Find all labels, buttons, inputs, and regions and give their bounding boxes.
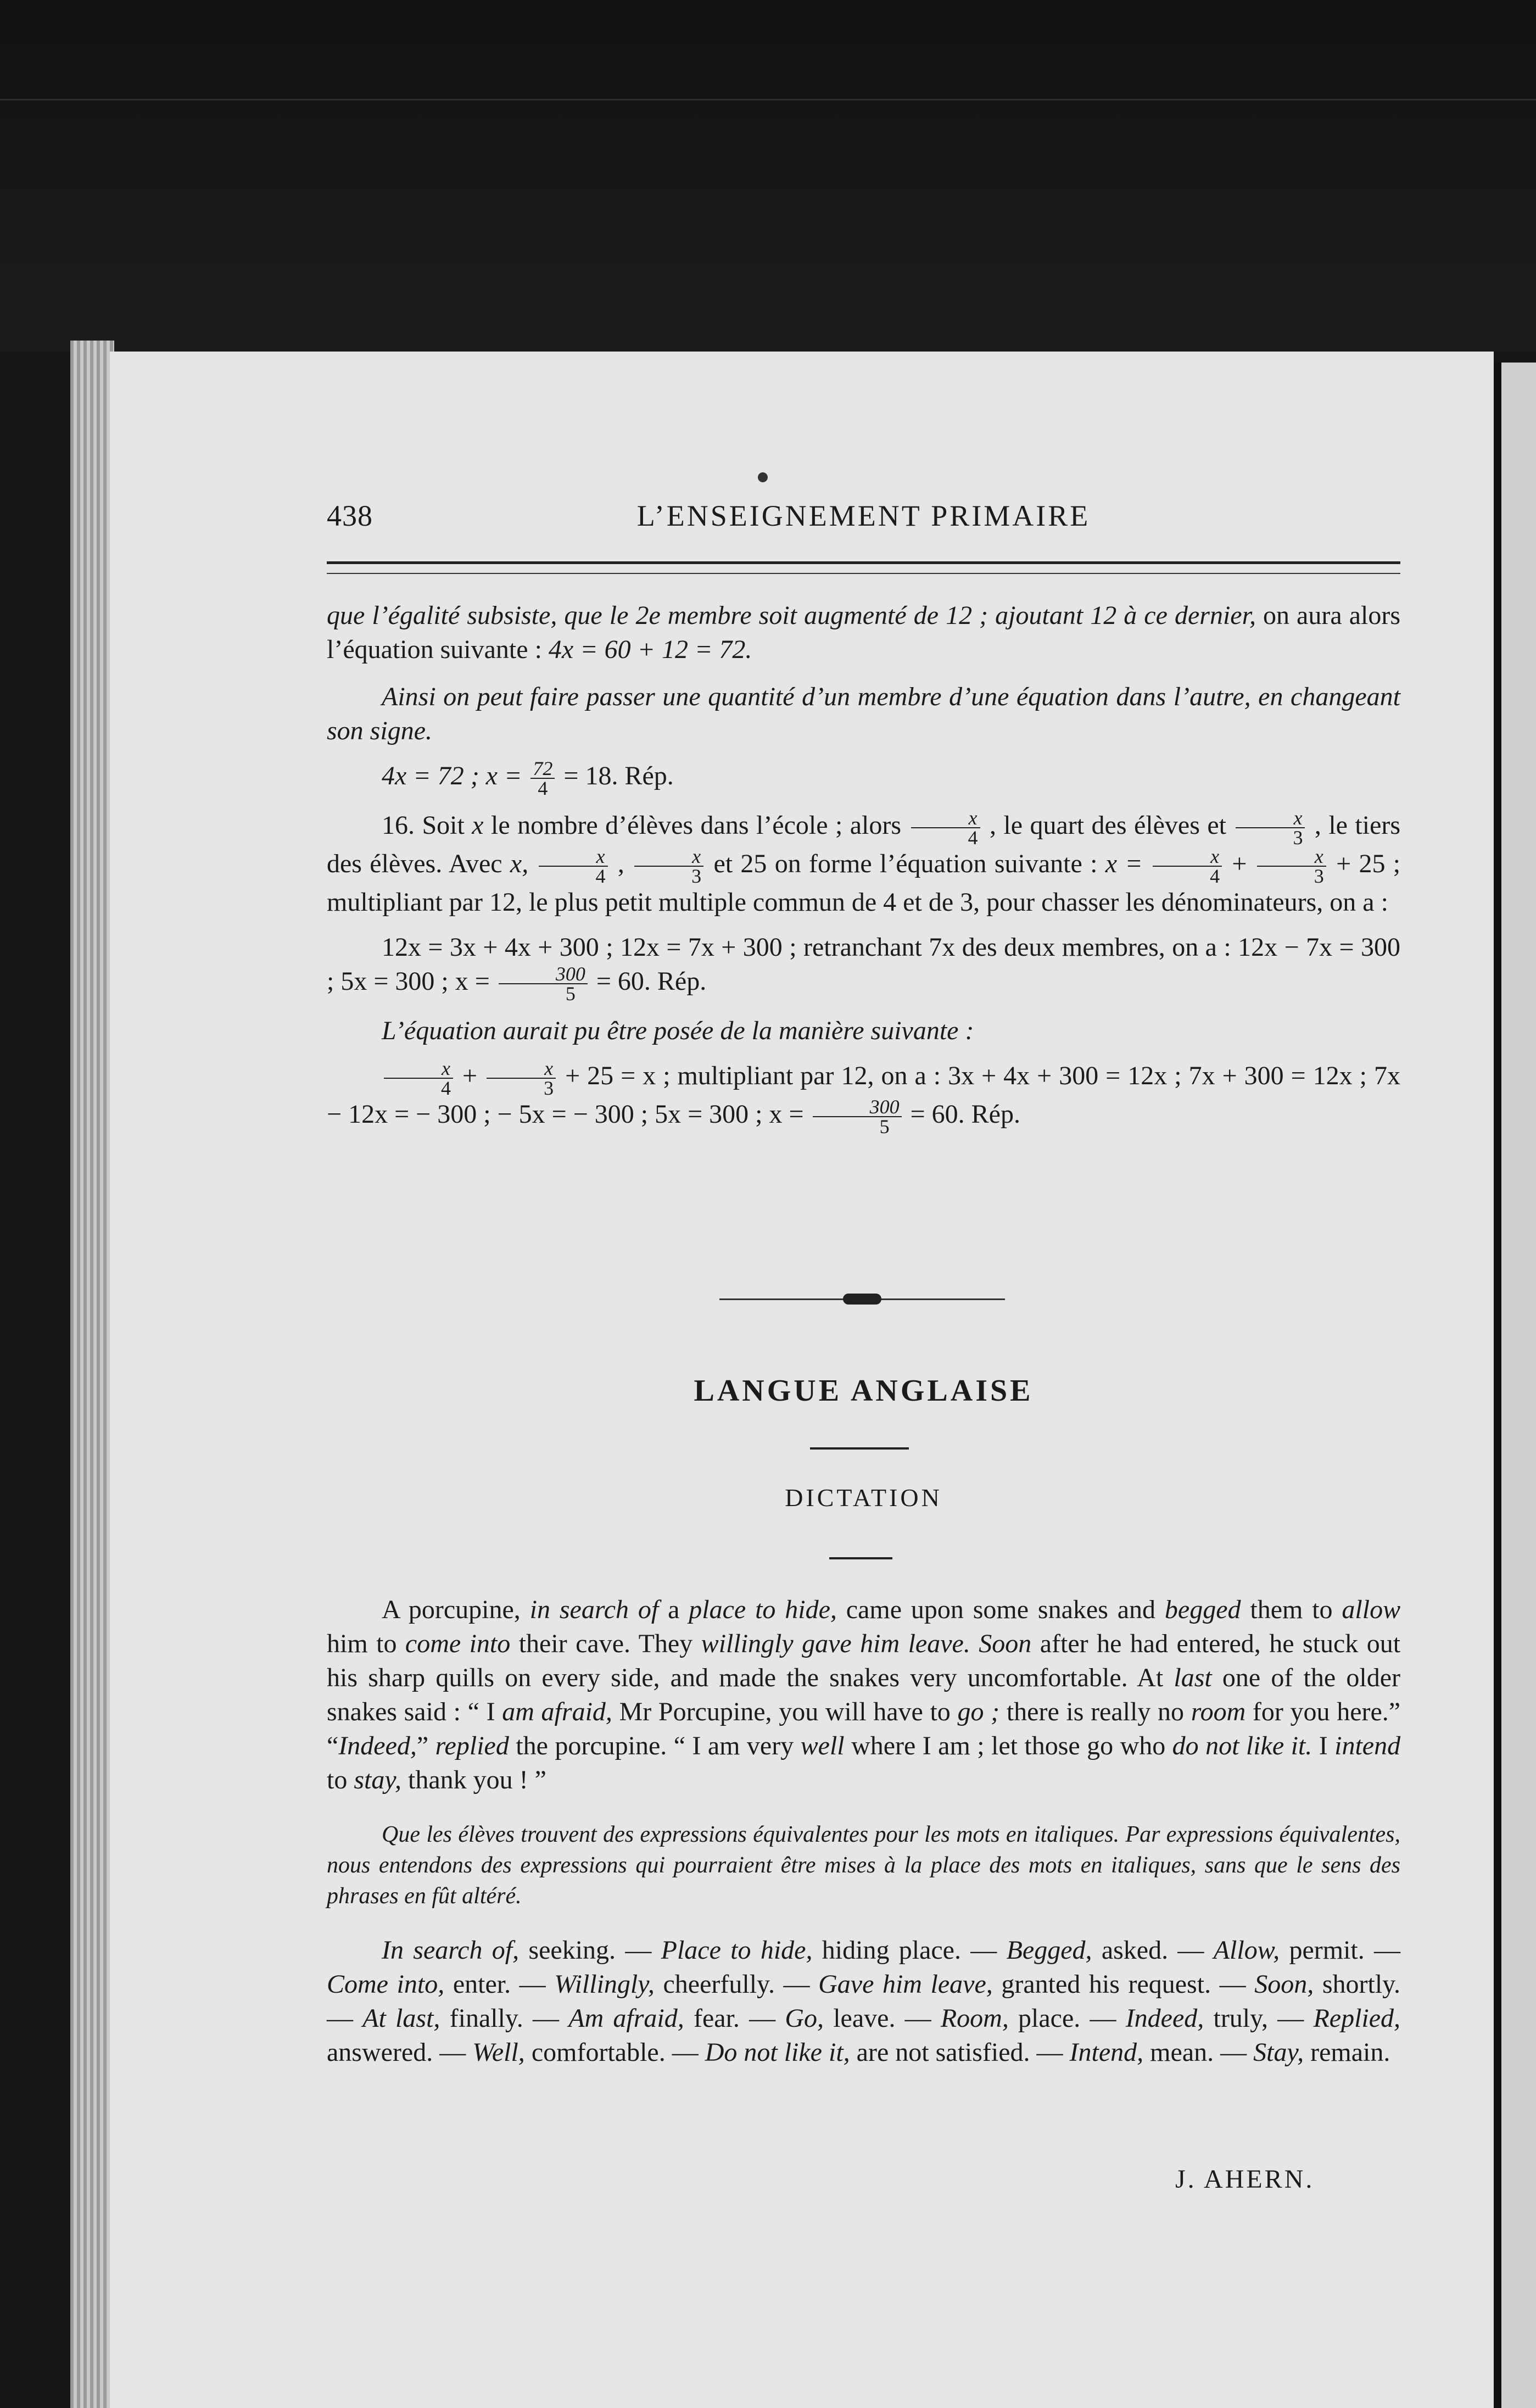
text: truly, —: [1213, 2004, 1304, 2033]
fraction: [813, 1097, 902, 1136]
fraction: [539, 847, 608, 885]
text-italic: que l’égalité subsiste, que le 2e membre soit augmenté de 12 ; ajoutant 12 à ce dernier,: [327, 601, 1256, 630]
fraction-denominator: 5: [565, 983, 576, 1005]
fraction-numerator: x: [539, 847, 608, 867]
exercise-instruction: Que les élèves trouvent des expressions équivalentes pour les mots en italiques. Par expressions équivalentes, nous entendons des expressions qui pourraient être mises à la place des mots en italiques, sans que le sens des phrases en fût altéré.: [327, 1822, 1400, 1909]
text: 12x = 3x + 4x + 300 ; 12x = 7x + 300 ; retranchant 7x des deux membres, on a : 12x − 7x = 300 ; 5x = 300 ; x =: [327, 933, 1400, 996]
text: , le tiers des élèves. Avec: [327, 811, 1401, 879]
variable: x,: [510, 849, 529, 879]
author-signature: J. AHERN.: [1175, 2165, 1315, 2194]
text: on aura alors l’équation suivante :: [327, 601, 1400, 664]
text: granted his request. —: [1001, 1970, 1246, 1999]
section-title: LANGUE ANGLAISE: [694, 1374, 1034, 1408]
fraction-denominator: 3: [691, 865, 702, 887]
fraction-denominator: 3: [544, 1077, 554, 1099]
text: et 25 on forme l’équation suivante :: [713, 849, 1098, 879]
text: cheerfully. —: [663, 1970, 810, 1999]
title-rule: [810, 1447, 909, 1450]
text: + 25 = x ; multipliant par 12, on a : 3x + 4x + 300 = 12x ; 7x + 300 = 12x ; 7x − 12x = − 300 ; − 5x = − 300 ; 5x = 300 ; x =: [327, 1061, 1401, 1129]
text: a: [668, 1595, 680, 1624]
header-rule: [327, 561, 1400, 574]
fraction-numerator: x: [1153, 847, 1222, 867]
fraction-denominator: 5: [879, 1116, 890, 1138]
fraction-numerator: x: [634, 847, 703, 867]
text-italic: Stay,: [1253, 2038, 1304, 2067]
fraction-denominator: 4: [538, 777, 548, 799]
fraction-numerator: x: [487, 1059, 556, 1079]
text-italic: Come into,: [327, 1970, 445, 1999]
text: hiding place. —: [822, 1936, 997, 1965]
scanner-background: [0, 0, 1536, 352]
fraction-numerator: x: [1236, 809, 1305, 828]
equation: 4x = 72 ; x =: [382, 761, 522, 791]
text-italic: Intend,: [1069, 2038, 1144, 2067]
equation: 4x = 60 + 12 = 72.: [548, 635, 752, 664]
fraction-numerator: 300: [813, 1097, 902, 1117]
fraction-numerator: x: [384, 1059, 453, 1079]
ink-dot: [758, 472, 768, 482]
paragraph: [327, 599, 1400, 667]
text: enter. —: [453, 1970, 546, 1999]
text: ,: [617, 849, 624, 879]
paragraph: [327, 930, 1400, 1003]
text-italic: come into: [405, 1629, 511, 1658]
fraction-numerator: x: [1257, 847, 1326, 867]
fraction: [1257, 847, 1326, 885]
equation: x =: [1105, 849, 1143, 879]
text: ”: [416, 1731, 429, 1760]
paragraph: Ainsi on peut faire passer une quantité d’un membre d’une équation dans l’autre, en changeant son signe.: [327, 682, 1400, 745]
subtitle-rule: [829, 1557, 892, 1559]
text-italic: Begged,: [1006, 1936, 1092, 1965]
text: mean. —: [1150, 2038, 1247, 2067]
text-italic: in search of: [529, 1595, 659, 1624]
fraction-denominator: 3: [1293, 827, 1303, 849]
fraction-denominator: 4: [1210, 865, 1220, 887]
fraction: [499, 965, 588, 1003]
text-italic: do not like it.: [1172, 1731, 1312, 1760]
text: seeking. —: [528, 1936, 652, 1965]
section-subtitle: DICTATION: [785, 1484, 942, 1512]
text-italic: replied: [435, 1731, 509, 1760]
text-italic: At last,: [362, 2004, 440, 2033]
fraction-numerator: 300: [499, 965, 588, 984]
fraction-denominator: 4: [441, 1077, 451, 1099]
text: permit. —: [1289, 1936, 1401, 1965]
text-italic: Gave him leave,: [818, 1970, 993, 1999]
text-italic: Allow,: [1213, 1936, 1280, 1965]
fraction: [1153, 847, 1222, 885]
fraction: [911, 809, 980, 847]
paragraph: L’équation aurait pu être posée de la manière suivante :: [382, 1016, 974, 1045]
text: where I am ; let those go who: [851, 1731, 1166, 1760]
text: their cave. They: [518, 1629, 693, 1658]
text-italic: In search of,: [382, 1936, 520, 1965]
text-italic: stay,: [354, 1765, 402, 1794]
text-italic: willingly gave him leave.: [701, 1629, 970, 1658]
text-italic: Indeed,: [1125, 2004, 1204, 2033]
answer-label: Rép.: [657, 967, 707, 996]
text-italic: Willingly,: [554, 1970, 655, 1999]
text-italic: Go,: [785, 2004, 824, 2033]
math-solution: [327, 599, 1400, 1136]
section-ornament: [719, 1294, 1005, 1305]
fraction: [530, 759, 555, 798]
answer-key: [327, 1933, 1400, 2070]
equation: = 60.: [596, 967, 651, 996]
page-number: 438: [327, 499, 373, 532]
text-italic: Indeed,: [338, 1731, 417, 1760]
text: to: [327, 1765, 348, 1794]
fraction: [634, 847, 703, 885]
running-title: L’ENSEIGNEMENT PRIMAIRE: [636, 499, 1091, 532]
text-italic: Place to hide,: [661, 1936, 813, 1965]
fraction-denominator: 4: [968, 827, 978, 849]
text: le nombre d’élèves dans l’école ; alors: [491, 811, 902, 840]
text-italic: Am afraid,: [568, 2004, 684, 2033]
text: finally. —: [449, 2004, 560, 2033]
text-italic: begged: [1164, 1595, 1241, 1624]
text: shortly. —: [327, 1970, 1401, 2033]
scan-artifact-line: [0, 99, 1536, 101]
fraction-numerator: x: [911, 809, 980, 828]
text: remain.: [1310, 2038, 1390, 2067]
fraction: [487, 1059, 556, 1097]
page-stack-edge: [70, 341, 114, 2408]
text: him to: [327, 1629, 397, 1658]
text: leave. —: [833, 2004, 931, 2033]
text: one of the older snakes said : “ I: [327, 1663, 1401, 1726]
text: the porcupine. “ I am very: [516, 1731, 794, 1760]
text: fear. —: [693, 2004, 776, 2033]
equation: = 60.: [910, 1100, 965, 1129]
answer-label: Rép.: [624, 761, 674, 791]
text-italic: am afraid,: [502, 1697, 612, 1726]
text-italic: Soon,: [1254, 1970, 1314, 1999]
text-italic: Soon: [979, 1629, 1032, 1658]
fraction: [384, 1059, 453, 1097]
text: answered. —: [327, 2038, 466, 2067]
ornament-knot: [843, 1294, 881, 1305]
text-italic: room: [1191, 1697, 1246, 1726]
text: there is really no: [1006, 1697, 1185, 1726]
text-italic: Room,: [940, 2004, 1009, 2033]
dictation-text: [327, 1593, 1400, 2070]
text: 16. Soit: [382, 811, 465, 840]
text: asked. —: [1101, 1936, 1204, 1965]
text-italic: go ;: [957, 1697, 1000, 1726]
text-italic: allow: [1342, 1595, 1401, 1624]
operator: +: [1232, 849, 1247, 879]
text: after he had entered, he stuck out his sharp quills on every side, and made the snakes very uncomfortable. At: [327, 1629, 1401, 1692]
text: are not satisfied. —: [856, 2038, 1063, 2067]
equation: = 18.: [563, 761, 618, 791]
text: them to: [1250, 1595, 1333, 1624]
text: came upon some snakes and: [846, 1595, 1156, 1624]
facing-page-edge: [1494, 363, 1536, 2408]
variable: x: [472, 811, 484, 840]
operator: +: [462, 1061, 478, 1091]
equation-line: [327, 759, 1400, 798]
text-italic: Well,: [472, 2038, 525, 2067]
paragraph: [327, 809, 1400, 919]
page-header: [327, 494, 1400, 538]
text: comfortable. —: [531, 2038, 699, 2067]
text-italic: intend: [1334, 1731, 1401, 1760]
text: place. —: [1018, 2004, 1116, 2033]
text: Mr Porcupine, you will have to: [619, 1697, 951, 1726]
text-italic: last: [1174, 1663, 1212, 1692]
fraction-denominator: 3: [1314, 865, 1324, 887]
text-italic: well: [800, 1731, 845, 1760]
text: , le quart des élèves et: [989, 811, 1226, 840]
answer-label: Rép.: [971, 1100, 1020, 1129]
fraction-numerator: 72: [530, 759, 555, 779]
fraction-denominator: 4: [595, 865, 606, 887]
text-italic: Replied,: [1313, 2004, 1401, 2033]
text: for you here.” “: [327, 1697, 1401, 1760]
text: I: [1319, 1731, 1328, 1760]
text-italic: Do not like it,: [705, 2038, 850, 2067]
text: thank you ! ”: [408, 1765, 546, 1794]
paragraph: [327, 1059, 1400, 1136]
text: + 25 ; multipliant par 12, le plus petit multiple commun de 4 et de 3, pour chasser les dénominateurs, on a :: [327, 849, 1401, 917]
text-italic: place to hide,: [689, 1595, 837, 1624]
text: A porcupine,: [382, 1595, 521, 1624]
paragraph: [327, 1593, 1400, 1797]
fraction: [1236, 809, 1305, 847]
